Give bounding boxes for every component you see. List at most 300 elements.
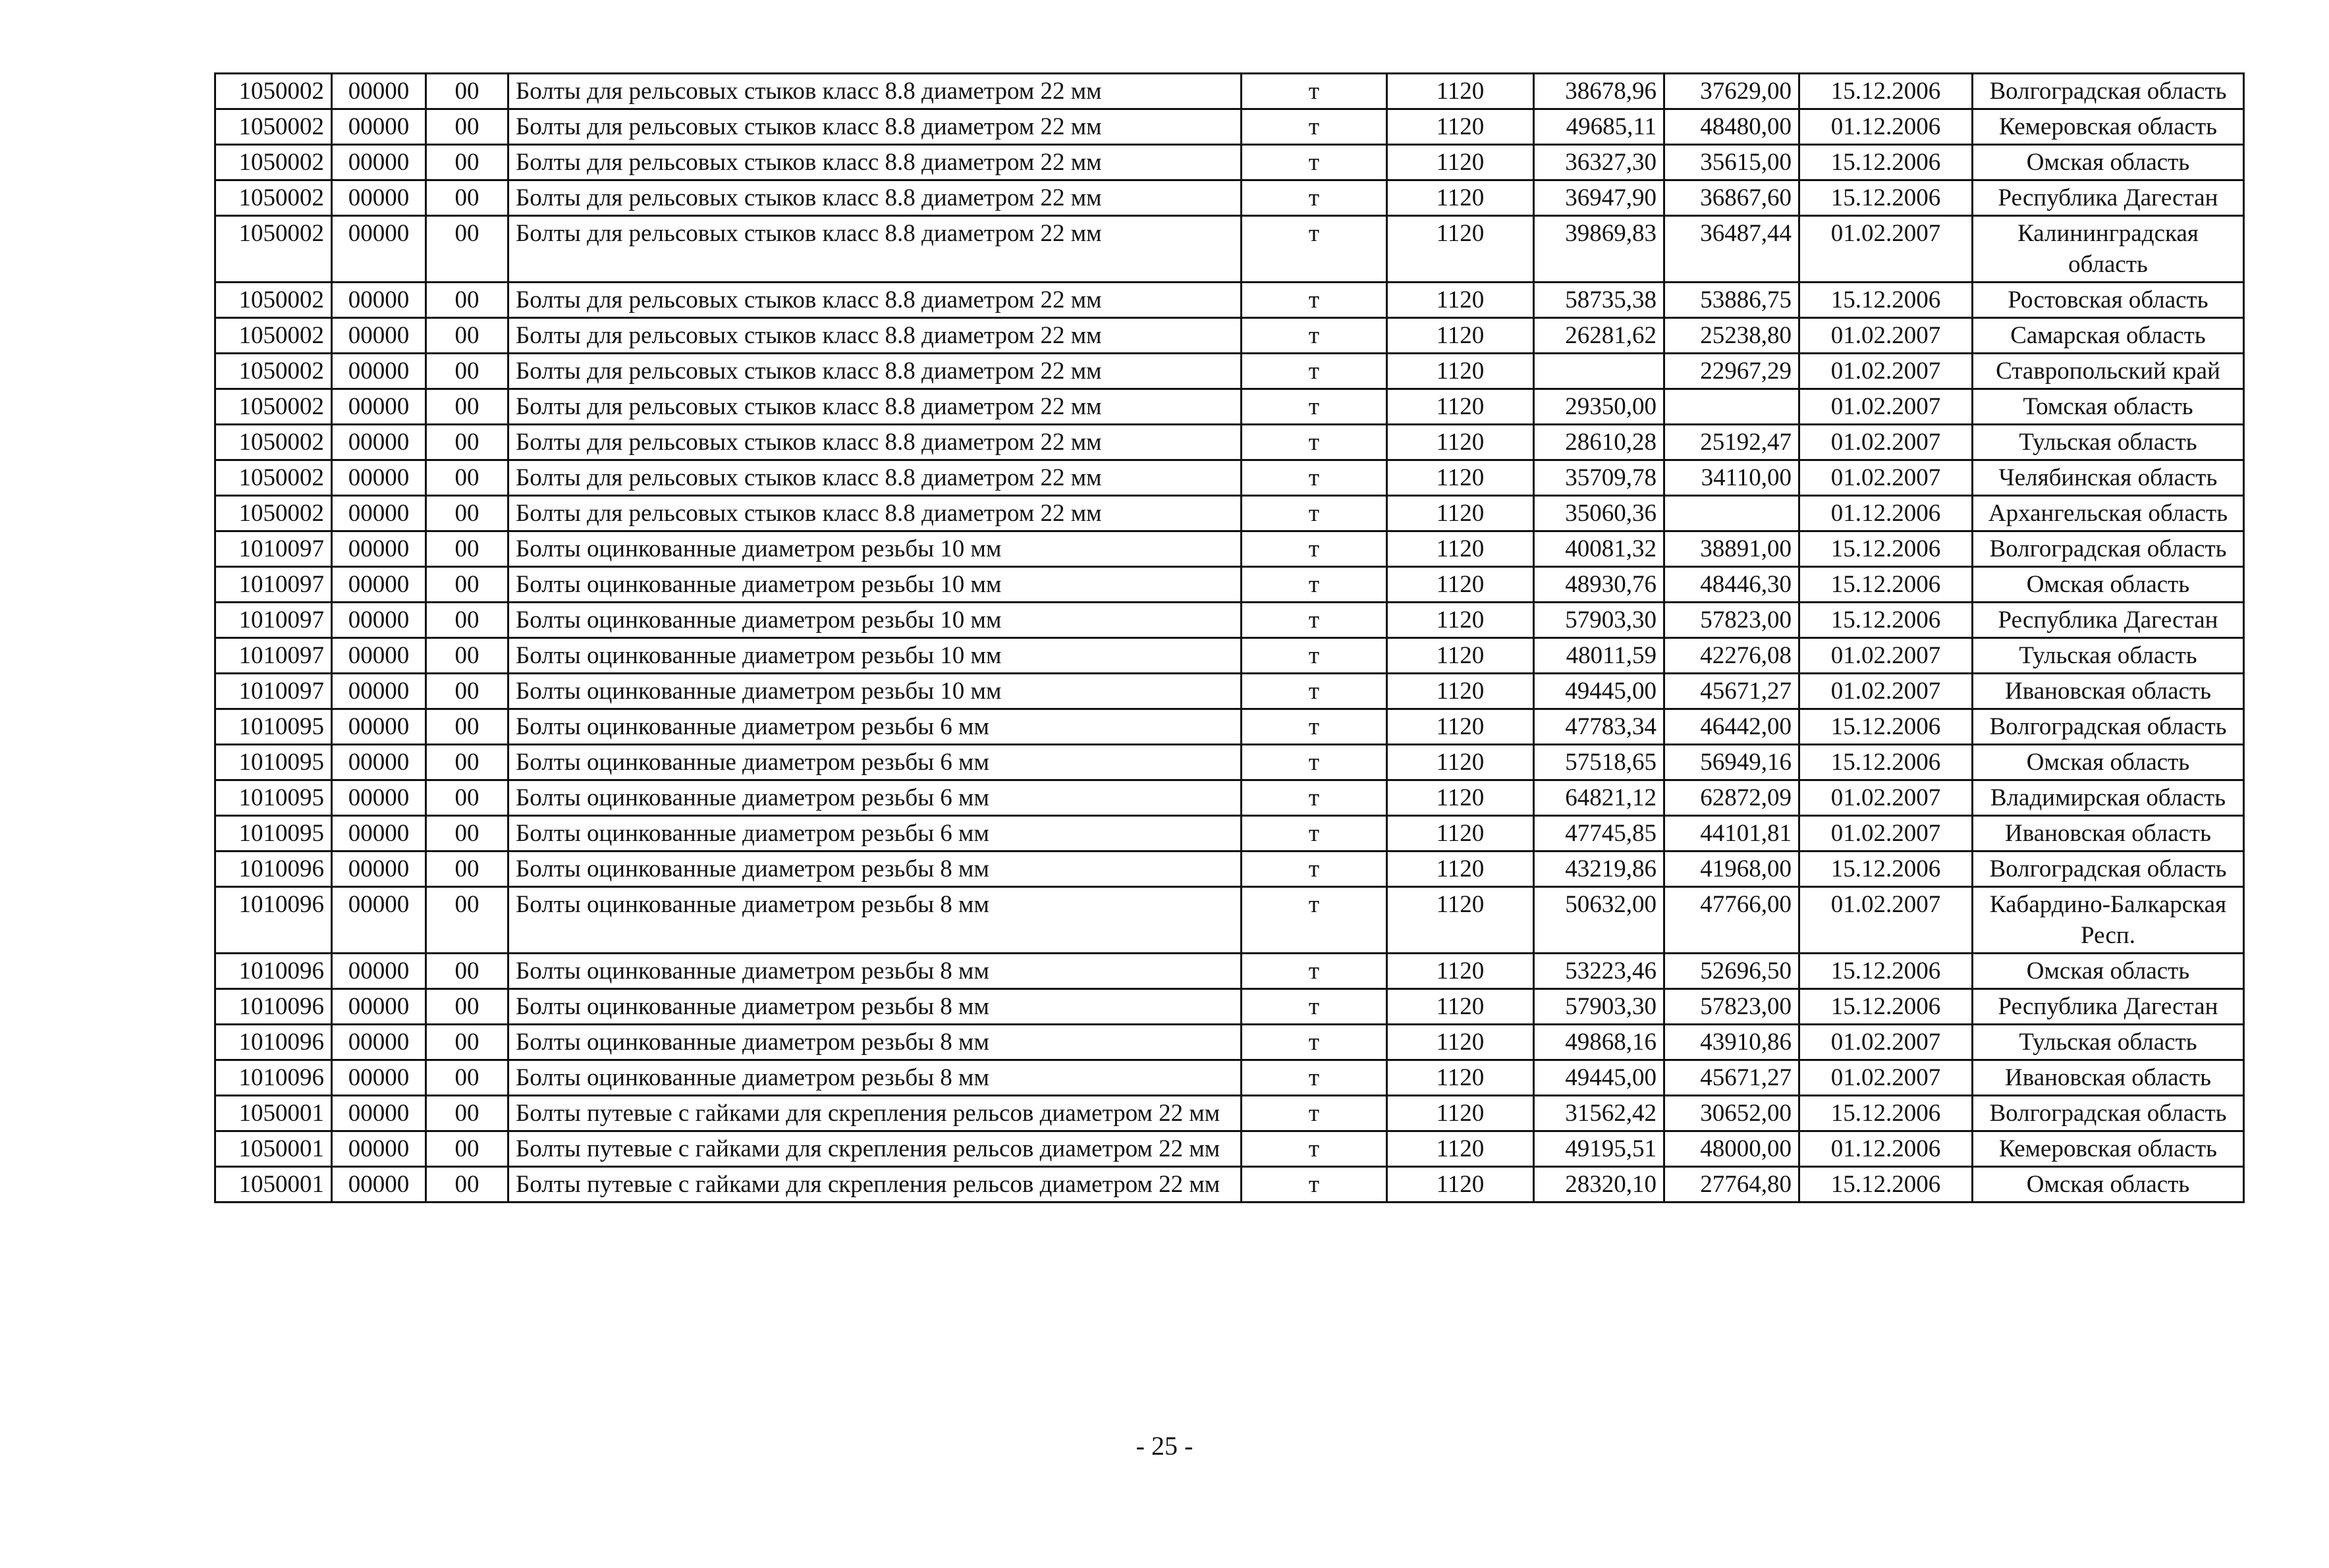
unit-cell: т bbox=[1242, 180, 1387, 216]
subcode-cell: 00000 bbox=[332, 1167, 426, 1203]
unit-cell: т bbox=[1242, 887, 1387, 954]
suffix-cell: 00 bbox=[426, 1167, 508, 1203]
suffix-cell: 00 bbox=[426, 109, 508, 145]
code-cell: 1050002 bbox=[215, 180, 332, 216]
price-cell: 26281,62 bbox=[1534, 318, 1664, 354]
suffix-cell: 00 bbox=[426, 460, 508, 496]
table-row bbox=[215, 852, 2244, 887]
subcode-cell: 00000 bbox=[332, 852, 426, 887]
suffix-cell: 00 bbox=[426, 1096, 508, 1131]
date-cell: 15.12.2006 bbox=[1799, 1167, 1973, 1203]
okei-cell: 1120 bbox=[1387, 603, 1534, 638]
okei-cell: 1120 bbox=[1387, 1060, 1534, 1096]
region-cell: Ставропольский край bbox=[1973, 354, 2244, 389]
price2-cell: 42276,08 bbox=[1664, 638, 1799, 674]
unit-cell: т bbox=[1242, 145, 1387, 180]
price2-cell: 43910,86 bbox=[1664, 1025, 1799, 1060]
unit-cell: т bbox=[1242, 318, 1387, 354]
okei-cell: 1120 bbox=[1387, 425, 1534, 460]
table-row bbox=[215, 567, 2244, 603]
date-cell: 01.12.2006 bbox=[1799, 109, 1973, 145]
okei-cell: 1120 bbox=[1387, 852, 1534, 887]
date-cell: 15.12.2006 bbox=[1799, 603, 1973, 638]
table-body bbox=[215, 74, 2244, 1203]
subcode-cell: 00000 bbox=[332, 74, 426, 109]
region-cell: Волгоградская область bbox=[1973, 531, 2244, 567]
suffix-cell: 00 bbox=[426, 216, 508, 283]
table-row bbox=[215, 780, 2244, 816]
suffix-cell: 00 bbox=[426, 989, 508, 1025]
date-cell: 01.02.2007 bbox=[1799, 216, 1973, 283]
subcode-cell: 00000 bbox=[332, 109, 426, 145]
date-cell: 01.02.2007 bbox=[1799, 887, 1973, 954]
region-cell: Томская область bbox=[1973, 389, 2244, 425]
table-row bbox=[215, 1131, 2244, 1167]
table-row bbox=[215, 318, 2244, 354]
code-cell: 1010095 bbox=[215, 780, 332, 816]
unit-cell: т bbox=[1242, 674, 1387, 709]
code-cell: 1010096 bbox=[215, 887, 332, 954]
okei-cell: 1120 bbox=[1387, 1025, 1534, 1060]
code-cell: 1050002 bbox=[215, 283, 332, 318]
description-cell: Болты путевые с гайками для скрепления рельсов диаметром 22 мм bbox=[508, 1167, 1242, 1203]
price-cell: 36327,30 bbox=[1534, 145, 1664, 180]
okei-cell: 1120 bbox=[1387, 638, 1534, 674]
price2-cell: 35615,00 bbox=[1664, 145, 1799, 180]
region-cell: Ивановская область bbox=[1973, 816, 2244, 852]
region-cell: Волгоградская область bbox=[1973, 74, 2244, 109]
table-row bbox=[215, 216, 2244, 283]
date-cell: 15.12.2006 bbox=[1799, 852, 1973, 887]
unit-cell: т bbox=[1242, 954, 1387, 989]
description-cell: Болты путевые с гайками для скрепления рельсов диаметром 22 мм bbox=[508, 1131, 1242, 1167]
date-cell: 01.02.2007 bbox=[1799, 816, 1973, 852]
region-cell: Волгоградская область bbox=[1973, 709, 2244, 745]
table-row bbox=[215, 745, 2244, 780]
code-cell: 1050002 bbox=[215, 145, 332, 180]
price2-cell: 36867,60 bbox=[1664, 180, 1799, 216]
description-cell: Болты для рельсовых стыков класс 8.8 диаметром 22 мм bbox=[508, 460, 1242, 496]
region-cell: Республика Дагестан bbox=[1973, 989, 2244, 1025]
region-cell: Ивановская область bbox=[1973, 674, 2244, 709]
suffix-cell: 00 bbox=[426, 318, 508, 354]
price2-cell: 48000,00 bbox=[1664, 1131, 1799, 1167]
code-cell: 1050002 bbox=[215, 74, 332, 109]
okei-cell: 1120 bbox=[1387, 460, 1534, 496]
suffix-cell: 00 bbox=[426, 567, 508, 603]
date-cell: 01.02.2007 bbox=[1799, 1025, 1973, 1060]
date-cell: 15.12.2006 bbox=[1799, 74, 1973, 109]
price2-cell: 46442,00 bbox=[1664, 709, 1799, 745]
price2-cell: 34110,00 bbox=[1664, 460, 1799, 496]
description-cell: Болты для рельсовых стыков класс 8.8 диаметром 22 мм bbox=[508, 318, 1242, 354]
description-cell: Болты для рельсовых стыков класс 8.8 диаметром 22 мм bbox=[508, 216, 1242, 283]
code-cell: 1010096 bbox=[215, 1025, 332, 1060]
table-row bbox=[215, 460, 2244, 496]
date-cell: 15.12.2006 bbox=[1799, 567, 1973, 603]
suffix-cell: 00 bbox=[426, 603, 508, 638]
subcode-cell: 00000 bbox=[332, 354, 426, 389]
table-row bbox=[215, 989, 2244, 1025]
code-cell: 1050002 bbox=[215, 354, 332, 389]
unit-cell: т bbox=[1242, 496, 1387, 531]
okei-cell: 1120 bbox=[1387, 180, 1534, 216]
price2-cell: 22967,29 bbox=[1664, 354, 1799, 389]
unit-cell: т bbox=[1242, 1025, 1387, 1060]
subcode-cell: 00000 bbox=[332, 780, 426, 816]
table-row bbox=[215, 816, 2244, 852]
subcode-cell: 00000 bbox=[332, 425, 426, 460]
price-cell: 48930,76 bbox=[1534, 567, 1664, 603]
description-cell: Болты оцинкованные диаметром резьбы 8 мм bbox=[508, 852, 1242, 887]
subcode-cell: 00000 bbox=[332, 603, 426, 638]
price2-cell: 25192,47 bbox=[1664, 425, 1799, 460]
code-cell: 1010097 bbox=[215, 674, 332, 709]
subcode-cell: 00000 bbox=[332, 954, 426, 989]
description-cell: Болты оцинкованные диаметром резьбы 10 мм bbox=[508, 567, 1242, 603]
date-cell: 15.12.2006 bbox=[1799, 709, 1973, 745]
okei-cell: 1120 bbox=[1387, 954, 1534, 989]
region-cell: Владимирская область bbox=[1973, 780, 2244, 816]
subcode-cell: 00000 bbox=[332, 283, 426, 318]
price-cell: 49868,16 bbox=[1534, 1025, 1664, 1060]
table-row bbox=[215, 887, 2244, 954]
price-table bbox=[214, 72, 2245, 1203]
code-cell: 1010097 bbox=[215, 603, 332, 638]
description-cell: Болты для рельсовых стыков класс 8.8 диаметром 22 мм bbox=[508, 496, 1242, 531]
code-cell: 1050001 bbox=[215, 1131, 332, 1167]
description-cell: Болты оцинкованные диаметром резьбы 6 мм bbox=[508, 816, 1242, 852]
table-row bbox=[215, 603, 2244, 638]
price2-cell: 41968,00 bbox=[1664, 852, 1799, 887]
unit-cell: т bbox=[1242, 1167, 1387, 1203]
price-cell: 49445,00 bbox=[1534, 1060, 1664, 1096]
okei-cell: 1120 bbox=[1387, 1167, 1534, 1203]
region-cell: Омская область bbox=[1973, 145, 2244, 180]
description-cell: Болты оцинкованные диаметром резьбы 8 мм bbox=[508, 989, 1242, 1025]
subcode-cell: 00000 bbox=[332, 389, 426, 425]
subcode-cell: 00000 bbox=[332, 1060, 426, 1096]
price2-cell bbox=[1664, 496, 1799, 531]
price-cell: 43219,86 bbox=[1534, 852, 1664, 887]
region-cell: Архангельская область bbox=[1973, 496, 2244, 531]
table-row bbox=[215, 389, 2244, 425]
date-cell: 01.12.2006 bbox=[1799, 496, 1973, 531]
suffix-cell: 00 bbox=[426, 1060, 508, 1096]
table-row bbox=[215, 109, 2244, 145]
region-cell: Кемеровская область bbox=[1973, 109, 2244, 145]
date-cell: 15.12.2006 bbox=[1799, 145, 1973, 180]
suffix-cell: 00 bbox=[426, 816, 508, 852]
subcode-cell: 00000 bbox=[332, 638, 426, 674]
okei-cell: 1120 bbox=[1387, 1096, 1534, 1131]
subcode-cell: 00000 bbox=[332, 989, 426, 1025]
region-cell: Кемеровская область bbox=[1973, 1131, 2244, 1167]
suffix-cell: 00 bbox=[426, 954, 508, 989]
code-cell: 1050001 bbox=[215, 1167, 332, 1203]
suffix-cell: 00 bbox=[426, 780, 508, 816]
date-cell: 15.12.2006 bbox=[1799, 954, 1973, 989]
code-cell: 1050002 bbox=[215, 216, 332, 283]
description-cell: Болты для рельсовых стыков класс 8.8 диаметром 22 мм bbox=[508, 180, 1242, 216]
unit-cell: т bbox=[1242, 425, 1387, 460]
unit-cell: т bbox=[1242, 852, 1387, 887]
date-cell: 01.02.2007 bbox=[1799, 354, 1973, 389]
table-row bbox=[215, 425, 2244, 460]
price-cell: 57903,30 bbox=[1534, 603, 1664, 638]
price-cell: 40081,32 bbox=[1534, 531, 1664, 567]
price-cell: 35060,36 bbox=[1534, 496, 1664, 531]
unit-cell: т bbox=[1242, 216, 1387, 283]
table-row bbox=[215, 531, 2244, 567]
subcode-cell: 00000 bbox=[332, 145, 426, 180]
code-cell: 1010097 bbox=[215, 638, 332, 674]
table-row bbox=[215, 496, 2244, 531]
region-cell: Кабардино-Балкарская Респ. bbox=[1973, 887, 2244, 954]
price-cell: 47783,34 bbox=[1534, 709, 1664, 745]
code-cell: 1010096 bbox=[215, 954, 332, 989]
suffix-cell: 00 bbox=[426, 74, 508, 109]
suffix-cell: 00 bbox=[426, 1025, 508, 1060]
date-cell: 01.12.2006 bbox=[1799, 1131, 1973, 1167]
okei-cell: 1120 bbox=[1387, 531, 1534, 567]
table-row bbox=[215, 180, 2244, 216]
table-row bbox=[215, 1025, 2244, 1060]
price-cell: 39869,83 bbox=[1534, 216, 1664, 283]
date-cell: 15.12.2006 bbox=[1799, 180, 1973, 216]
price-cell: 36947,90 bbox=[1534, 180, 1664, 216]
unit-cell: т bbox=[1242, 745, 1387, 780]
code-cell: 1050002 bbox=[215, 109, 332, 145]
price2-cell: 44101,81 bbox=[1664, 816, 1799, 852]
okei-cell: 1120 bbox=[1387, 567, 1534, 603]
price2-cell: 45671,27 bbox=[1664, 674, 1799, 709]
price2-cell: 48446,30 bbox=[1664, 567, 1799, 603]
price2-cell: 53886,75 bbox=[1664, 283, 1799, 318]
unit-cell: т bbox=[1242, 1096, 1387, 1131]
unit-cell: т bbox=[1242, 460, 1387, 496]
okei-cell: 1120 bbox=[1387, 283, 1534, 318]
unit-cell: т bbox=[1242, 816, 1387, 852]
okei-cell: 1120 bbox=[1387, 74, 1534, 109]
subcode-cell: 00000 bbox=[332, 816, 426, 852]
description-cell: Болты для рельсовых стыков класс 8.8 диаметром 22 мм bbox=[508, 425, 1242, 460]
price2-cell: 45671,27 bbox=[1664, 1060, 1799, 1096]
region-cell: Ростовская область bbox=[1973, 283, 2244, 318]
unit-cell: т bbox=[1242, 989, 1387, 1025]
price-cell: 57903,30 bbox=[1534, 989, 1664, 1025]
unit-cell: т bbox=[1242, 109, 1387, 145]
subcode-cell: 00000 bbox=[332, 887, 426, 954]
okei-cell: 1120 bbox=[1387, 816, 1534, 852]
price-cell: 47745,85 bbox=[1534, 816, 1664, 852]
table-row bbox=[215, 674, 2244, 709]
okei-cell: 1120 bbox=[1387, 709, 1534, 745]
table-row bbox=[215, 145, 2244, 180]
code-cell: 1010095 bbox=[215, 709, 332, 745]
table-row bbox=[215, 1060, 2244, 1096]
date-cell: 01.02.2007 bbox=[1799, 674, 1973, 709]
region-cell: Челябинская область bbox=[1973, 460, 2244, 496]
code-cell: 1050002 bbox=[215, 425, 332, 460]
description-cell: Болты оцинкованные диаметром резьбы 8 мм bbox=[508, 887, 1242, 954]
description-cell: Болты для рельсовых стыков класс 8.8 диаметром 22 мм bbox=[508, 145, 1242, 180]
table-row bbox=[215, 354, 2244, 389]
region-cell: Тульская область bbox=[1973, 1025, 2244, 1060]
suffix-cell: 00 bbox=[426, 496, 508, 531]
okei-cell: 1120 bbox=[1387, 674, 1534, 709]
suffix-cell: 00 bbox=[426, 709, 508, 745]
okei-cell: 1120 bbox=[1387, 989, 1534, 1025]
price2-cell: 47766,00 bbox=[1664, 887, 1799, 954]
description-cell: Болты оцинкованные диаметром резьбы 8 мм bbox=[508, 1025, 1242, 1060]
price-cell: 50632,00 bbox=[1534, 887, 1664, 954]
unit-cell: т bbox=[1242, 354, 1387, 389]
okei-cell: 1120 bbox=[1387, 145, 1534, 180]
suffix-cell: 00 bbox=[426, 145, 508, 180]
suffix-cell: 00 bbox=[426, 852, 508, 887]
subcode-cell: 00000 bbox=[332, 216, 426, 283]
table-row bbox=[215, 283, 2244, 318]
unit-cell: т bbox=[1242, 1060, 1387, 1096]
price-cell: 49685,11 bbox=[1534, 109, 1664, 145]
price-cell bbox=[1534, 354, 1664, 389]
suffix-cell: 00 bbox=[426, 887, 508, 954]
date-cell: 01.02.2007 bbox=[1799, 1060, 1973, 1096]
description-cell: Болты для рельсовых стыков класс 8.8 диаметром 22 мм bbox=[508, 74, 1242, 109]
subcode-cell: 00000 bbox=[332, 709, 426, 745]
description-cell: Болты оцинкованные диаметром резьбы 10 мм bbox=[508, 674, 1242, 709]
table-row bbox=[215, 638, 2244, 674]
okei-cell: 1120 bbox=[1387, 318, 1534, 354]
price2-cell: 57823,00 bbox=[1664, 603, 1799, 638]
suffix-cell: 00 bbox=[426, 283, 508, 318]
okei-cell: 1120 bbox=[1387, 780, 1534, 816]
unit-cell: т bbox=[1242, 638, 1387, 674]
region-cell: Республика Дагестан bbox=[1973, 603, 2244, 638]
unit-cell: т bbox=[1242, 567, 1387, 603]
date-cell: 01.02.2007 bbox=[1799, 389, 1973, 425]
table-row bbox=[215, 1167, 2244, 1203]
description-cell: Болты путевые с гайками для скрепления рельсов диаметром 22 мм bbox=[508, 1096, 1242, 1131]
subcode-cell: 00000 bbox=[332, 496, 426, 531]
region-cell: Волгоградская область bbox=[1973, 852, 2244, 887]
unit-cell: т bbox=[1242, 603, 1387, 638]
code-cell: 1010097 bbox=[215, 567, 332, 603]
region-cell: Волгоградская область bbox=[1973, 1096, 2244, 1131]
code-cell: 1010095 bbox=[215, 816, 332, 852]
description-cell: Болты для рельсовых стыков класс 8.8 диаметром 22 мм bbox=[508, 354, 1242, 389]
okei-cell: 1120 bbox=[1387, 1131, 1534, 1167]
okei-cell: 1120 bbox=[1387, 887, 1534, 954]
description-cell: Болты оцинкованные диаметром резьбы 6 мм bbox=[508, 709, 1242, 745]
price-cell: 64821,12 bbox=[1534, 780, 1664, 816]
subcode-cell: 00000 bbox=[332, 180, 426, 216]
page-number: - 25 - bbox=[1136, 1431, 1193, 1461]
okei-cell: 1120 bbox=[1387, 389, 1534, 425]
price2-cell: 30652,00 bbox=[1664, 1096, 1799, 1131]
code-cell: 1010095 bbox=[215, 745, 332, 780]
price-cell: 29350,00 bbox=[1534, 389, 1664, 425]
description-cell: Болты оцинкованные диаметром резьбы 10 мм bbox=[508, 638, 1242, 674]
region-cell: Тульская область bbox=[1973, 425, 2244, 460]
date-cell: 01.02.2007 bbox=[1799, 780, 1973, 816]
region-cell: Ивановская область bbox=[1973, 1060, 2244, 1096]
table-row bbox=[215, 1096, 2244, 1131]
subcode-cell: 00000 bbox=[332, 674, 426, 709]
price-cell: 31562,42 bbox=[1534, 1096, 1664, 1131]
price2-cell: 62872,09 bbox=[1664, 780, 1799, 816]
suffix-cell: 00 bbox=[426, 745, 508, 780]
date-cell: 15.12.2006 bbox=[1799, 745, 1973, 780]
okei-cell: 1120 bbox=[1387, 745, 1534, 780]
date-cell: 15.12.2006 bbox=[1799, 531, 1973, 567]
region-cell: Самарская область bbox=[1973, 318, 2244, 354]
price2-cell: 38891,00 bbox=[1664, 531, 1799, 567]
price2-cell: 37629,00 bbox=[1664, 74, 1799, 109]
region-cell: Республика Дагестан bbox=[1973, 180, 2244, 216]
code-cell: 1050001 bbox=[215, 1096, 332, 1131]
price2-cell: 36487,44 bbox=[1664, 216, 1799, 283]
unit-cell: т bbox=[1242, 1131, 1387, 1167]
okei-cell: 1120 bbox=[1387, 109, 1534, 145]
description-cell: Болты для рельсовых стыков класс 8.8 диаметром 22 мм bbox=[508, 389, 1242, 425]
subcode-cell: 00000 bbox=[332, 318, 426, 354]
description-cell: Болты для рельсовых стыков класс 8.8 диаметром 22 мм bbox=[508, 109, 1242, 145]
suffix-cell: 00 bbox=[426, 531, 508, 567]
price-cell: 58735,38 bbox=[1534, 283, 1664, 318]
price2-cell: 52696,50 bbox=[1664, 954, 1799, 989]
suffix-cell: 00 bbox=[426, 674, 508, 709]
okei-cell: 1120 bbox=[1387, 216, 1534, 283]
price2-cell: 56949,16 bbox=[1664, 745, 1799, 780]
price-cell: 48011,59 bbox=[1534, 638, 1664, 674]
price-cell: 28610,28 bbox=[1534, 425, 1664, 460]
suffix-cell: 00 bbox=[426, 354, 508, 389]
description-cell: Болты для рельсовых стыков класс 8.8 диаметром 22 мм bbox=[508, 283, 1242, 318]
price2-cell: 27764,80 bbox=[1664, 1167, 1799, 1203]
date-cell: 01.02.2007 bbox=[1799, 460, 1973, 496]
subcode-cell: 00000 bbox=[332, 1025, 426, 1060]
date-cell: 01.02.2007 bbox=[1799, 318, 1973, 354]
price2-cell bbox=[1664, 389, 1799, 425]
description-cell: Болты оцинкованные диаметром резьбы 6 мм bbox=[508, 745, 1242, 780]
price-cell: 53223,46 bbox=[1534, 954, 1664, 989]
unit-cell: т bbox=[1242, 389, 1387, 425]
price2-cell: 57823,00 bbox=[1664, 989, 1799, 1025]
description-cell: Болты оцинкованные диаметром резьбы 8 мм bbox=[508, 954, 1242, 989]
subcode-cell: 00000 bbox=[332, 1131, 426, 1167]
subcode-cell: 00000 bbox=[332, 567, 426, 603]
date-cell: 15.12.2006 bbox=[1799, 1096, 1973, 1131]
code-cell: 1050002 bbox=[215, 460, 332, 496]
date-cell: 15.12.2006 bbox=[1799, 989, 1973, 1025]
suffix-cell: 00 bbox=[426, 1131, 508, 1167]
price-cell: 49445,00 bbox=[1534, 674, 1664, 709]
subcode-cell: 00000 bbox=[332, 1096, 426, 1131]
unit-cell: т bbox=[1242, 283, 1387, 318]
region-cell: Омская область bbox=[1973, 567, 2244, 603]
unit-cell: т bbox=[1242, 74, 1387, 109]
code-cell: 1050002 bbox=[215, 389, 332, 425]
subcode-cell: 00000 bbox=[332, 745, 426, 780]
region-cell: Омская область bbox=[1973, 745, 2244, 780]
table-row bbox=[215, 709, 2244, 745]
unit-cell: т bbox=[1242, 531, 1387, 567]
date-cell: 01.02.2007 bbox=[1799, 638, 1973, 674]
code-cell: 1010096 bbox=[215, 852, 332, 887]
region-cell: Омская область bbox=[1973, 1167, 2244, 1203]
